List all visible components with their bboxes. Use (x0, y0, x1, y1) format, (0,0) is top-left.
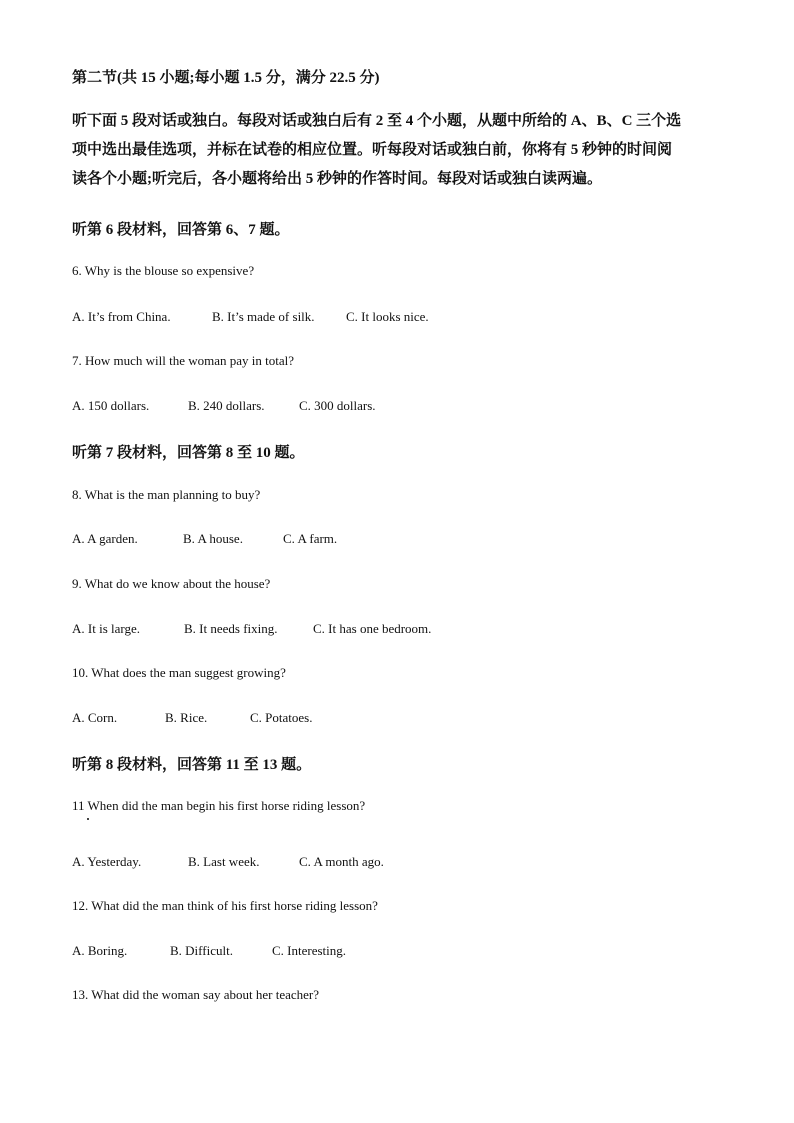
option-b[interactable]: B. A house. (183, 531, 243, 546)
option-a[interactable]: A. It is large. (72, 621, 140, 636)
question-text: 10. What does the man suggest growing? (72, 665, 286, 680)
question-text: 9. What do we know about the house? (72, 576, 271, 591)
section-heading: 第二节(共 15 小题;每小题 1.5 分，满分 22.5 分) (72, 70, 380, 86)
option-a[interactable]: A. Yesterday. (72, 854, 142, 869)
answer-options (72, 621, 672, 639)
instruction-line: 读各个小题;听完后，各小题将给出 5 秒钟的作答时间。每段对话或独白读两遍。 (72, 171, 602, 187)
instruction-line: 项中选出最佳选项，并标在试卷的相应位置。听每段对话或独白前，你将有 5 秒钟的时间阅 (72, 142, 673, 158)
option-a[interactable]: A. It’s from China. (72, 309, 171, 324)
answer-options (72, 710, 672, 728)
option-a[interactable]: A. A garden. (72, 531, 138, 546)
question-text: 12. What did the man think of his first horse riding lesson? (72, 898, 378, 913)
option-b[interactable]: B. Difficult. (170, 943, 233, 958)
option-c[interactable]: C. It has one bedroom. (313, 621, 432, 636)
stray-mark (87, 818, 89, 820)
group-title: 听第 6 段材料，回答第 6、7 题。 (72, 222, 290, 238)
question-text: 8. What is the man planning to buy? (72, 487, 261, 502)
answer-options (72, 854, 672, 872)
answer-options (72, 531, 672, 549)
option-a[interactable]: A. Corn. (72, 710, 118, 725)
option-c[interactable]: C. 300 dollars. (299, 398, 376, 413)
instruction-line: 听下面 5 段对话或独白。每段对话或独白后有 2 至 4 个小题，从题中所给的 A、B、C 三个选 (72, 113, 682, 129)
answer-options (72, 309, 672, 327)
group-title: 听第 7 段材料，回答第 8 至 10 题。 (72, 445, 305, 461)
section-instructions (72, 107, 724, 194)
option-b[interactable]: B. It’s made of silk. (212, 309, 315, 324)
option-b[interactable]: B. Last week. (188, 854, 260, 869)
question-text: 7. How much will the woman pay in total? (72, 353, 295, 368)
answer-options (72, 398, 672, 416)
question-text: 11 When did the man begin his first horse riding lesson? (72, 798, 366, 813)
option-a[interactable]: A. Boring. (72, 943, 128, 958)
question-text: 6. Why is the blouse so expensive? (72, 263, 255, 278)
question-text: 13. What did the woman say about her teacher? (72, 987, 320, 1002)
option-c[interactable]: C. A farm. (283, 531, 338, 546)
group-title: 听第 8 段材料，回答第 11 至 13 题。 (72, 757, 312, 773)
option-b[interactable]: B. 240 dollars. (188, 398, 265, 413)
option-c[interactable]: C. A month ago. (299, 854, 384, 869)
option-c[interactable]: C. Potatoes. (250, 710, 313, 725)
option-a[interactable]: A. 150 dollars. (72, 398, 150, 413)
option-c[interactable]: C. It looks nice. (346, 309, 429, 324)
answer-options (72, 943, 672, 961)
option-b[interactable]: B. Rice. (165, 710, 208, 725)
option-b[interactable]: B. It needs fixing. (184, 621, 278, 636)
option-c[interactable]: C. Interesting. (272, 943, 347, 958)
